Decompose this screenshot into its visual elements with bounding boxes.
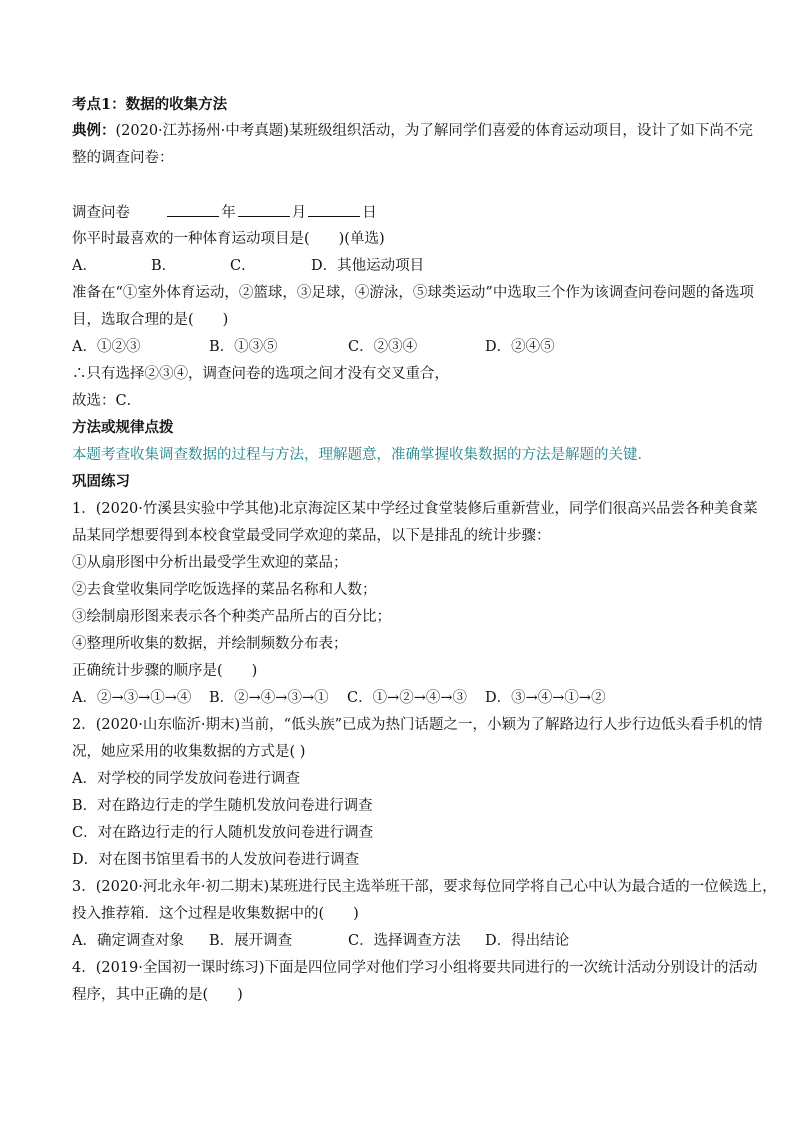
- q1-step-3: ③绘制扇形图来表示各个种类产品所占的百分比；: [72, 609, 391, 625]
- answer-options-row: [72, 337, 722, 357]
- answer-option-b: B．①③⑤: [209, 339, 278, 355]
- q1-options-row: [72, 688, 722, 708]
- q2-line-1: 2．(2020·山东临沂·期末)当前，“低头族”已成为热门话题之一，小颖为了解路边行人步行边低头看手机的情: [72, 717, 763, 733]
- prep-line-2: 目，选取合理的是( ): [72, 312, 229, 328]
- q3-line-2: 投入推荐箱．这个过程是收集数据中的( ): [72, 906, 359, 922]
- q3-line-1: 3．(2020·河北永年·初二期末)某班进行民主选举班干部，要求每位同学将自己心中认为最合适的一位候选上，: [72, 879, 777, 895]
- solution-line-2: 故选：C．: [72, 393, 142, 409]
- q1-step-4: ④整理所收集的数据，并绘制频数分布表；: [72, 636, 348, 652]
- answer-option-c: C．②③④: [348, 339, 418, 355]
- questionnaire-header: [72, 202, 377, 223]
- q2-line-2: 况，她应采用的收集数据的方式是( ): [72, 744, 306, 760]
- question-text: 你平时最喜欢的一种体育运动项目是( )(单选): [72, 231, 385, 247]
- answer-option-d: D．②④⑤: [485, 339, 555, 355]
- example-label: 典例：: [72, 122, 116, 139]
- choice-c: C．: [230, 258, 256, 274]
- choice-d: D．其他运动项目: [311, 258, 425, 274]
- q1-line-2: 品某同学想要得到本校食堂最受同学欢迎的菜品，以下是排乱的统计步骤：: [72, 528, 551, 544]
- q3-option-a: A．确定调查对象: [72, 933, 184, 949]
- q1-option-d: D．③→④→①→②: [485, 690, 606, 706]
- q4-line-2: 程序，其中正确的是( ): [72, 987, 243, 1003]
- q3-option-d: D．得出结论: [485, 933, 570, 949]
- example-text-1: (2020·江苏扬州·中考真题)某班级组织活动，为了解同学们喜爱的体育运动项目，设计了如下尚不完: [115, 123, 753, 139]
- day-char: 日: [362, 205, 377, 221]
- q1-step-1: ①从扇形图中分析出最受学生欢迎的菜品；: [72, 555, 348, 571]
- questionnaire-label: 调查问卷: [72, 205, 130, 221]
- q1-option-a: A．②→③→①→④: [72, 690, 192, 706]
- q2-option-b: B．对在路边行走的学生随机发放问卷进行调查: [72, 798, 373, 814]
- q1-option-b: B．②→④→③→①: [209, 690, 329, 706]
- month-blank: [238, 202, 290, 217]
- q1-step-2: ②去食堂收集同学吃饭选择的菜品名称和人数；: [72, 582, 377, 598]
- method-text: 本题考查收集调查数据的过程与方法，理解题意，准确掌握收集数据的方法是解题的关键．: [72, 447, 652, 463]
- q3-option-b: B．展开调查: [209, 933, 293, 949]
- month-char: 月: [291, 205, 307, 221]
- q4-line-1: 4．(2019·全国初一课时练习)下面是四位同学对他们学习小组将要共同进行的一次统计活动分别设计的活动: [72, 960, 758, 976]
- q1-question: 正确统计步骤的顺序是( ): [72, 663, 258, 679]
- q2-option-d: D．对在图书馆里看书的人发放问卷进行调查: [72, 852, 360, 868]
- choice-b: B．: [151, 258, 177, 274]
- section-heading: 考点1：数据的收集方法: [72, 96, 228, 113]
- year-blank: [167, 202, 219, 217]
- example-line-1: [72, 121, 753, 141]
- practice-heading: 巩固练习: [72, 473, 130, 490]
- q3-options-row: [72, 931, 722, 951]
- example-line-2: 整的调查问卷：: [72, 150, 174, 166]
- method-heading: 方法或规律点拨: [72, 419, 174, 436]
- prep-line-1: 准备在“①室外体育运动，②篮球，③足球，④游泳，⑤球类运动”中选取三个作为该调查问卷问题的备选项: [72, 285, 754, 301]
- answer-option-a: A．①②③: [72, 339, 141, 355]
- choice-a: A．: [72, 258, 97, 274]
- solution-line-1: ∴只有选择②③④，调查问卷的选项之间才没有交叉重合，: [72, 366, 449, 382]
- year-char: 年: [221, 205, 236, 221]
- q3-option-c: C．选择调查方法: [348, 933, 461, 949]
- q1-option-c: C．①→②→④→③: [347, 690, 468, 706]
- day-blank: [308, 202, 360, 217]
- q2-option-c: C．对在路边行走的行人随机发放问卷进行调查: [72, 825, 374, 841]
- q2-option-a: A．对学校的同学发放问卷进行调查: [72, 771, 300, 787]
- q1-line-1: 1．(2020·竹溪县实验中学其他)北京海淀区某中学经过食堂装修后重新营业，同学们很高兴品尝各种美食菜: [72, 501, 758, 517]
- choices-row: [72, 256, 722, 276]
